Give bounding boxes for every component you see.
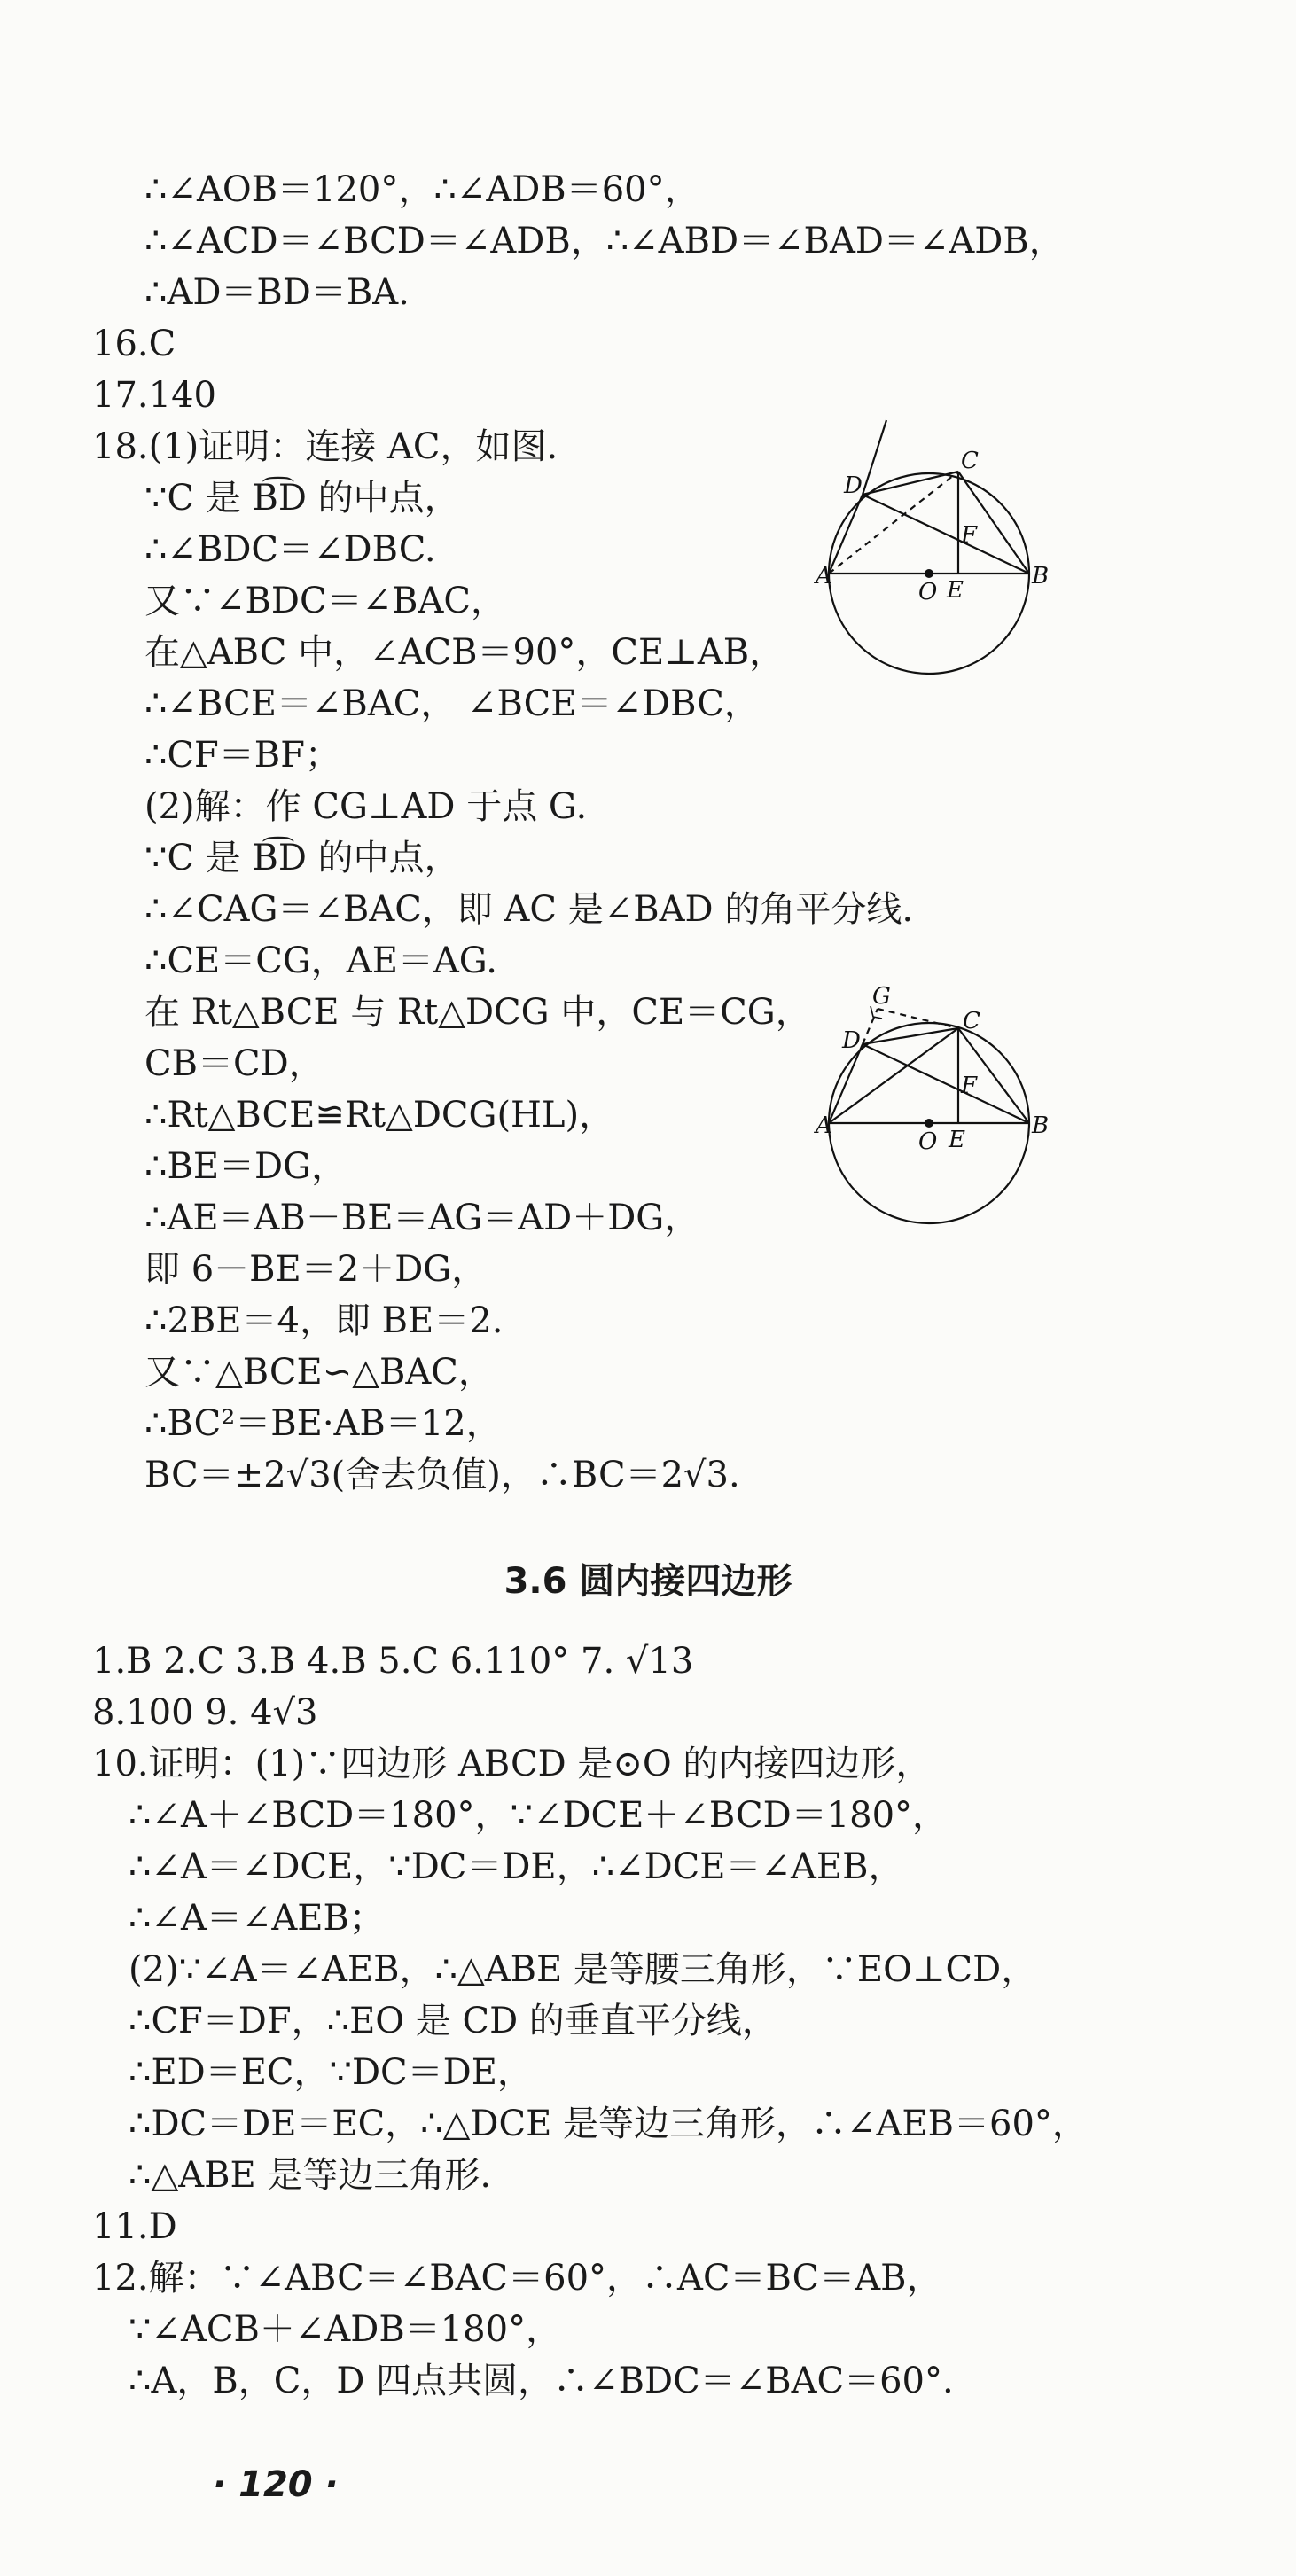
section-title: 3.6 圆内接四边形 [504, 1561, 792, 1602]
answer-row: 1.B 2.C 3.B 4.B 5.C 6.110° 7. √13 [92, 1641, 694, 1682]
text-line: 又∵△BCE∽△BAC， [144, 1352, 494, 1393]
label-c: C [961, 448, 979, 474]
center-point [925, 1119, 933, 1128]
text-line: 即 6－BE＝2＋DG， [144, 1249, 488, 1290]
text-line: ∴∠A＋∠BCD＝180°，∵∠DCE＋∠BCD＝180°， [129, 1795, 949, 1836]
text-line: ∴CE＝CG，AE＝AG. [144, 941, 498, 981]
text-line: BC＝±2√3(舍去负值)，∴BC＝2√3. [144, 1455, 740, 1495]
label-b: B [1032, 563, 1050, 589]
text-line: ∵C 是 B͡D 的中点， [144, 478, 460, 519]
page-number: · 120 · [213, 2464, 339, 2505]
text-line: ∴DC＝DE＝EC，∴△DCE 是等边三角形，∴∠AEB＝60°， [129, 2104, 1088, 2144]
text-line: ∴AE＝AB－BE＝AG＝AD＋DG， [144, 1198, 700, 1238]
label-o: O [918, 579, 938, 605]
label-f: F [961, 522, 978, 549]
geometry-figure-2 [816, 983, 1050, 1232]
text-line: ∴△ABE 是等边三角形. [129, 2155, 492, 2196]
text-line: ∴∠A＝∠AEB； [129, 1898, 385, 1939]
text-line: ∴CF＝BF； [144, 735, 340, 776]
text-line: ∴∠BCE＝∠BAC， ∠BCE＝∠DBC， [144, 683, 760, 724]
label-b: B [1032, 1112, 1050, 1139]
label-c: C [963, 1008, 980, 1034]
text-line: 在 Rt△BCE 与 Rt△DCG 中，CE＝CG， [144, 992, 811, 1033]
text-line: ∴A，B，C，D 四点共圆，∴∠BDC＝∠BAC＝60°. [129, 2361, 954, 2401]
text-line: 又∵∠BDC＝∠BAC， [144, 581, 506, 621]
text-line: 在△ABC 中，∠ACB＝90°，CE⊥AB， [144, 632, 785, 673]
text-line: ∴∠ACD＝∠BCD＝∠ADB，∴∠ABD＝∠BAD＝∠ADB， [144, 221, 1065, 262]
text-line: ∴ED＝EC，∵DC＝DE， [129, 2052, 533, 2093]
question-heading: 12.解：∵∠ABC＝∠BAC＝60°，∴AC＝BC＝AB， [92, 2258, 942, 2299]
label-g: G [872, 983, 891, 1010]
label-e: E [947, 577, 964, 604]
text-line: (2)∵∠A＝∠AEB，∴△ABE 是等腰三角形，∵EO⊥CD， [129, 1949, 1037, 1990]
label-d: D [842, 1027, 861, 1054]
label-a: A [816, 563, 832, 589]
text-line: ∴BC²＝BE·AB＝12， [144, 1403, 502, 1444]
question-heading: 18.(1)证明：连接 AC，如图. [92, 426, 558, 467]
text-line: ∴CF＝DF，∴EO 是 CD 的垂直平分线， [129, 2001, 777, 2041]
text-line: ∵∠ACB＋∠ADB＝180°， [129, 2309, 562, 2350]
tangent-line [863, 420, 886, 495]
text-line: ∴∠BDC＝∠DBC. [144, 529, 436, 570]
text-line: CB＝CD， [144, 1043, 324, 1084]
text-line: ∴AD＝BD＝BA. [144, 272, 410, 313]
text-line: ∴Rt△BCE≌Rt△DCG(HL)， [144, 1095, 615, 1136]
answer-row: 8.100 9. 4√3 [92, 1692, 318, 1733]
question-answer: 11.D [92, 2206, 177, 2247]
text-line: ∴∠A＝∠DCE，∵DC＝DE，∴∠DCE＝∠AEB， [129, 1846, 904, 1887]
segment-gc-dashed [878, 1009, 958, 1028]
label-a: A [816, 1112, 832, 1139]
label-f: F [961, 1073, 978, 1099]
segment-dc [863, 1028, 958, 1044]
text-line: ∴BE＝DG， [144, 1146, 347, 1187]
text-line: ∴∠CAG＝∠BAC，即 AC 是∠BAD 的角平分线. [144, 889, 914, 930]
question-answer: 16.C [92, 324, 176, 364]
text-line: (2)解：作 CG⊥AD 于点 G. [144, 786, 588, 827]
label-e: E [949, 1127, 965, 1153]
question-heading: 10.证明：(1)∵四边形 ABCD 是⊙O 的内接四边形， [92, 1744, 932, 1784]
question-answer: 17.140 [92, 375, 216, 416]
text-line: ∴∠AOB＝120°，∴∠ADB＝60°， [144, 169, 700, 210]
text-line: ∵C 是 B͡D 的中点， [144, 838, 460, 878]
label-d: D [844, 472, 863, 499]
text-line: ∴2BE＝4，即 BE＝2. [144, 1300, 504, 1341]
segment-ad [829, 495, 863, 574]
center-point [925, 569, 933, 578]
label-o: O [918, 1128, 938, 1155]
geometry-figure-1 [816, 417, 1050, 683]
